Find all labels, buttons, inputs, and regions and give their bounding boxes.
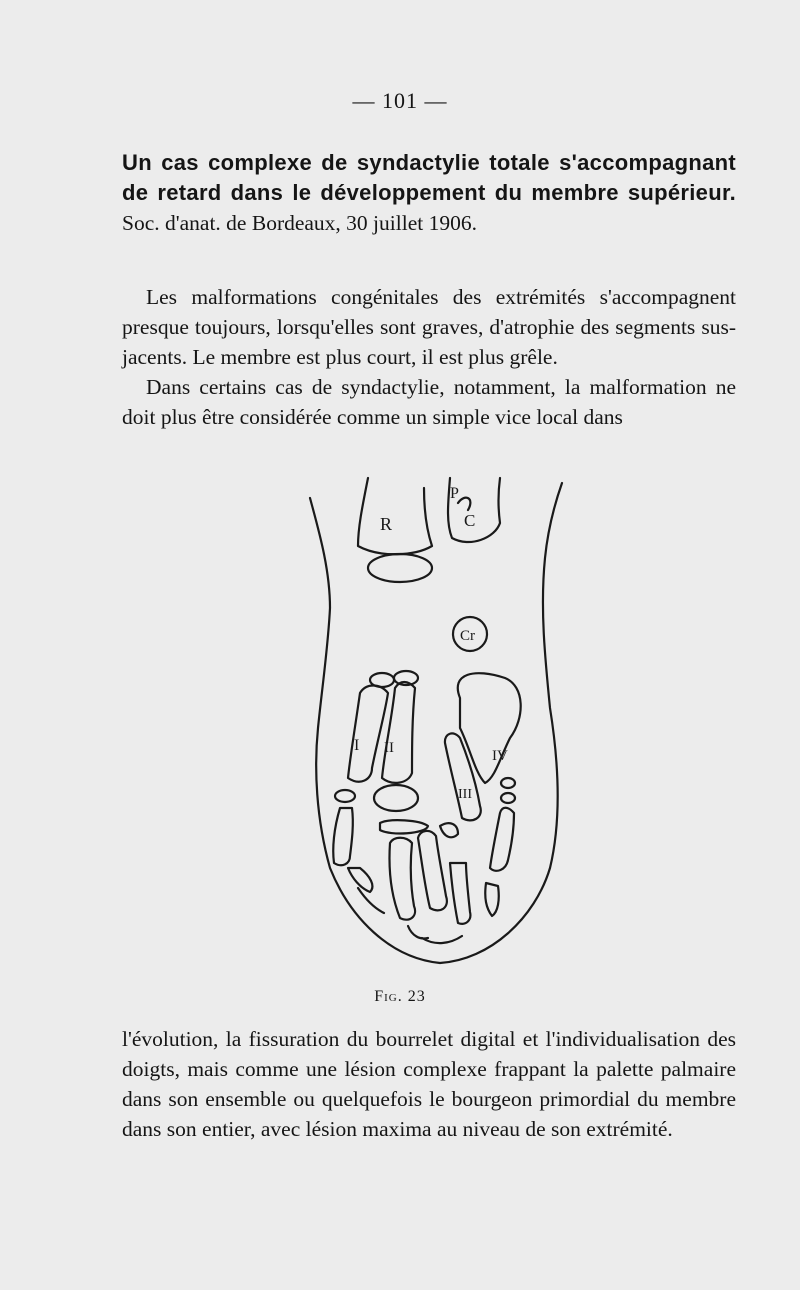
metacarpal-3-bone [445,733,481,820]
radius-bone [358,478,432,554]
entry-citation: Soc. d'anat. de Bordeaux, 30 juillet 1906. [122,211,477,235]
paragraph-2-text: l'évolution, la fissuration du bourrelet digital et l'individualisation des doigts, mais comme une lésion complexe frappant la palette palmaire dans son ensemble ou quelquefois le bourgeon primordial du membre dans son entier, avec lésion maxima au niveau de son extrémité. [122,1027,736,1141]
label-pisiform: P [450,485,459,502]
carpal-round [374,785,418,811]
hand-outline [310,483,562,963]
label-metacarpal-3: III [458,787,472,802]
label-radius: R [380,514,393,534]
phalanx-mid-3 [418,831,447,910]
sesamoid-2 [501,793,515,803]
pisiform-mark [458,498,470,510]
phalanx-right-2 [485,883,499,916]
figure-caption-prefix: Fig. [374,988,403,1005]
label-metacarpal-1: I [354,737,360,754]
phalanx-mid-4 [450,863,470,924]
phalanx-mid-cap [440,823,458,837]
phalanx-mid-2 [389,838,415,920]
figure-caption-number: 23 [407,988,426,1005]
figure-hand-skeleton [300,468,570,968]
phalanx-left-cap [335,790,355,802]
entry-title: Un cas complexe de syndactylie totale s'accompagnant de retard dans le développement du membre supérieur. [122,150,736,205]
phalanx-left-1 [333,808,353,865]
paragraph-1-part-a: Les malformations congénitales des extrémités s'accompagnent presque toujours, lorsqu'elles sont graves, d'atrophie des segments sus-jacents. Le membre est plus court, il est plus grêle. [122,285,736,369]
label-metacarpal-2: II [384,740,394,756]
label-cubitus: C [464,511,476,530]
carpal-top-1 [370,673,394,687]
phalanx-mid-1 [380,820,428,833]
paragraph-2 [122,1024,736,1144]
metacarpal-4-bone [458,673,521,783]
entry-heading [122,148,736,238]
paragraph-1 [122,282,736,432]
page-number: — 101 — [352,88,448,113]
fingertip-arc-2 [408,926,428,939]
metacarpal-1-bone [348,686,388,782]
hand-skeleton-drawing [300,468,570,968]
figure-caption [0,988,800,1006]
phalanx-left-2 [348,868,372,892]
sesamoid-1 [501,778,515,788]
label-metacarpal-4: IV [492,748,508,764]
label-carpal: Cr [460,628,475,644]
carpal-oval [368,554,432,582]
phalanx-right-1 [490,808,514,871]
paragraph-1-part-b: Dans certains cas de syndactylie, notamment, la malformation ne doit plus être considérée comme un simple vice local dans [122,375,736,429]
